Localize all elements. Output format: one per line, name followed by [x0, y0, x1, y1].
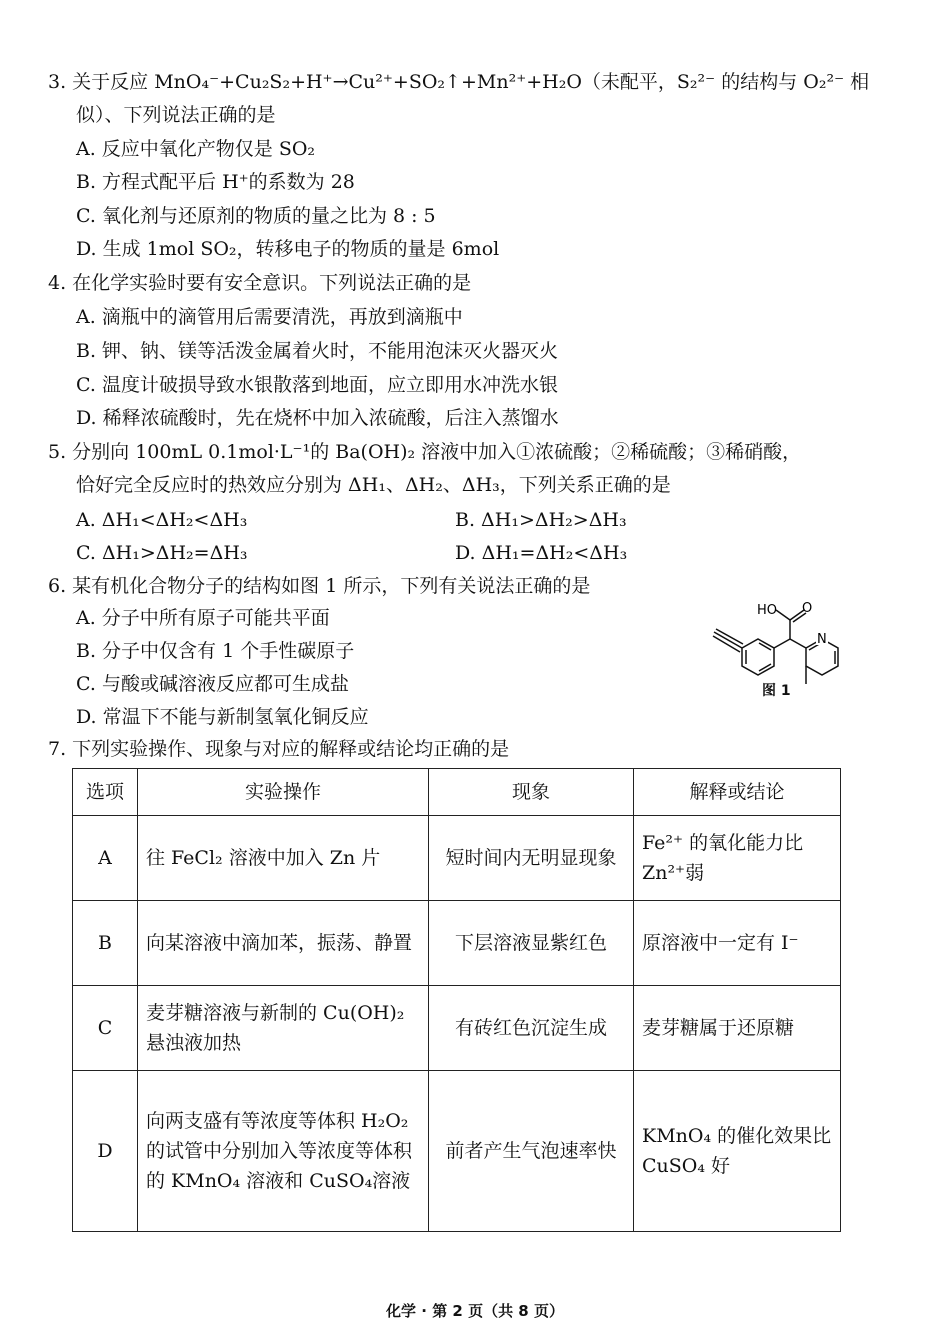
q3-stem-line1: 3. 关于反应 MnO₄⁻+Cu₂S₂+H⁺→Cu²⁺+SO₂↑+Mn²⁺+H₂O（未配平，S₂²⁻ 的结构与 O₂²⁻ 相 — [48, 71, 870, 93]
experiment-table — [72, 768, 841, 1232]
row-conclusion: 麦芽糖属于还原糖 — [634, 986, 841, 1071]
table-header-row — [73, 769, 841, 816]
row-conclusion: Fe²⁺ 的氧化能力比 Zn²⁺弱 — [634, 816, 841, 901]
q3-stem-line2: 似）、下列说法正确的是 — [76, 104, 276, 126]
q5-option-b: B. ΔH₁>ΔH₂>ΔH₃ — [455, 509, 627, 531]
header-option: 选项 — [73, 769, 138, 816]
q4-option-c: C. 温度计破损导致水银散落到地面，应立即用水冲洗水银 — [76, 374, 558, 396]
table-row — [73, 816, 841, 901]
row-option: B — [73, 901, 138, 986]
row-option: A — [73, 816, 138, 901]
q4-option-d: D. 稀释浓硫酸时，先在烧杯中加入浓硫酸，后注入蒸馏水 — [76, 407, 559, 429]
q6-option-c: C. 与酸或碱溶液反应都可生成盐 — [76, 673, 349, 695]
row-operation: 往 FeCl₂ 溶液中加入 Zn 片 — [138, 816, 429, 901]
header-operation: 实验操作 — [138, 769, 429, 816]
header-phenomenon: 现象 — [429, 769, 634, 816]
q3-option-c: C. 氧化剂与还原剂的物质的量之比为 8 : 5 — [76, 205, 436, 227]
row-operation: 麦芽糖溶液与新制的 Cu(OH)₂ 悬浊液加热 — [138, 986, 429, 1071]
q6-stem: 6. 某有机化合物分子的结构如图 1 所示，下列有关说法正确的是 — [48, 575, 591, 597]
row-option: D — [73, 1071, 138, 1232]
q5-option-a: A. ΔH₁<ΔH₂<ΔH₃ — [76, 509, 248, 531]
q6-option-d: D. 常温下不能与新制氢氧化铜反应 — [76, 706, 369, 728]
q5-option-c: C. ΔH₁>ΔH₂=ΔH₃ — [76, 542, 248, 564]
row-phenomenon: 短时间内无明显现象 — [429, 816, 634, 901]
q5-stem-line2: 恰好完全反应时的热效应分别为 ΔH₁、ΔH₂、ΔH₃，下列关系正确的是 — [76, 474, 671, 496]
fig1-label-o: O — [802, 601, 813, 616]
q3-option-a: A. 反应中氧化产物仅是 SO₂ — [76, 138, 316, 160]
q3-option-b: B. 方程式配平后 H⁺的系数为 28 — [76, 171, 355, 193]
row-phenomenon: 前者产生气泡速率快 — [429, 1071, 634, 1232]
q4-stem: 4. 在化学实验时要有安全意识。下列说法正确的是 — [48, 272, 472, 294]
row-operation: 向某溶液中滴加苯，振荡、静置 — [138, 901, 429, 986]
q5-stem-line1: 5. 分别向 100mL 0.1mol·L⁻¹的 Ba(OH)₂ 溶液中加入①浓硫酸；②稀硫酸；③稀硝酸， — [48, 441, 802, 463]
row-option: C — [73, 986, 138, 1071]
table-row — [73, 1071, 841, 1232]
q6-option-b: B. 分子中仅含有 1 个手性碳原子 — [76, 640, 355, 662]
figure-caption: 图 1 — [762, 683, 791, 699]
row-phenomenon: 下层溶液显紫红色 — [429, 901, 634, 986]
q3-option-d: D. 生成 1mol SO₂，转移电子的物质的量是 6mol — [76, 238, 500, 260]
q5-option-d: D. ΔH₁=ΔH₂<ΔH₃ — [455, 542, 628, 564]
q7-stem: 7. 下列实验操作、现象与对应的解释或结论均正确的是 — [48, 738, 510, 760]
row-conclusion: 原溶液中一定有 I⁻ — [634, 901, 841, 986]
table-row — [73, 986, 841, 1071]
header-conclusion: 解释或结论 — [634, 769, 841, 816]
fig1-label-n: N — [817, 632, 827, 647]
table-row — [73, 901, 841, 986]
page-footer: 化学 · 第 2 页（共 8 页） — [386, 1302, 564, 1320]
q6-option-a: A. 分子中所有原子可能共平面 — [76, 607, 330, 629]
row-phenomenon: 有砖红色沉淀生成 — [429, 986, 634, 1071]
q4-option-b: B. 钾、钠、镁等活泼金属着火时，不能用泡沫灭火器灭火 — [76, 340, 559, 362]
q4-option-a: A. 滴瓶中的滴管用后需要清洗，再放到滴瓶中 — [76, 306, 463, 328]
row-operation: 向两支盛有等浓度等体积 H₂O₂ 的试管中分别加入等浓度等体积的 KMnO₄ 溶液和 CuSO₄溶液 — [138, 1071, 429, 1232]
row-conclusion: KMnO₄ 的催化效果比 CuSO₄ 好 — [634, 1071, 841, 1232]
fig1-label-ho: HO — [757, 603, 778, 618]
